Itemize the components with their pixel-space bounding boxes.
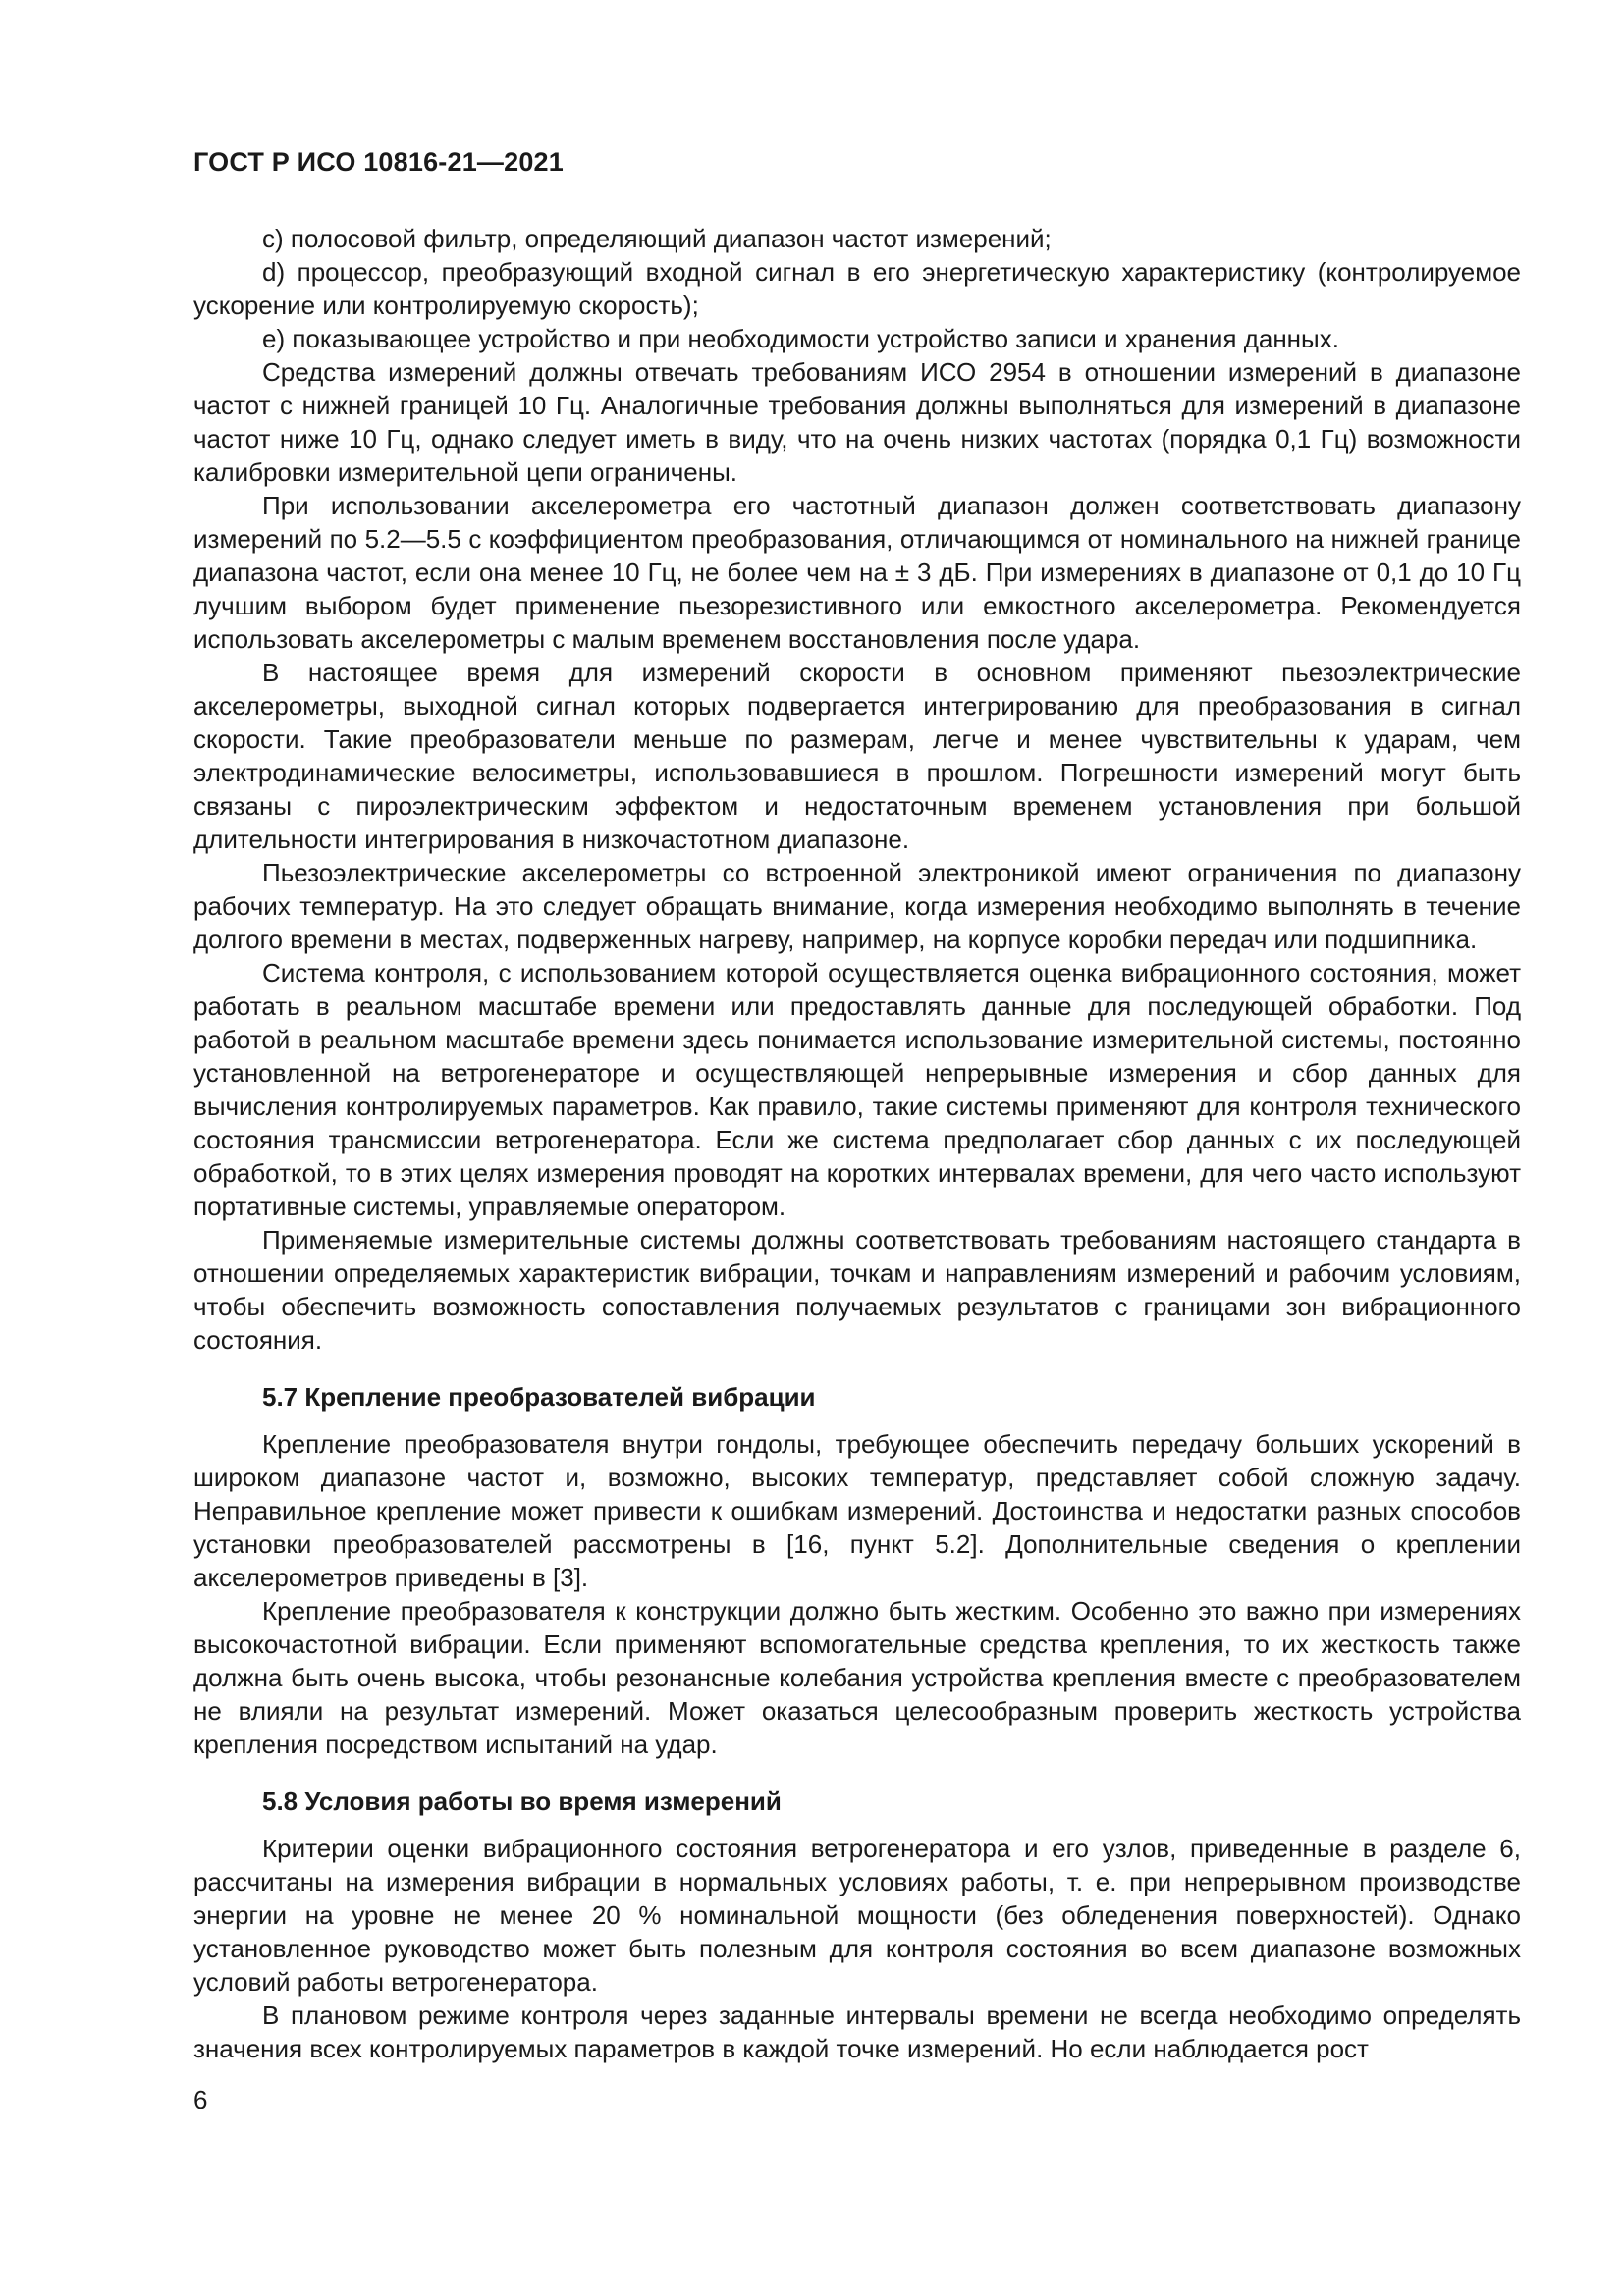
page-number: 6 — [193, 2085, 208, 2114]
paragraph: Средства измерений должны отвечать требованиям ИСО 2954 в отношении измерений в диапазоне частот с нижней границей 10 Гц. Аналогичные требования должны выполняться для измерений в диапазоне частот ниже 10 Гц, однако следует иметь в виду, что на очень низких частотах (порядка 0,1 Гц) возможности калибровки измерительной цепи ограничены. — [193, 357, 1521, 487]
paragraph: Пьезоэлектрические акселерометры со встроенной электроникой имеют ограничения по диапазону рабочих температур. На это следует обращать внимание, когда измерения необходимо выполнять в течение долгого времени в местах, подверженных нагреву, например, на корпусе коробки передач или подшипника. — [193, 858, 1521, 954]
paragraph: В плановом режиме контроля через заданные интервалы времени не всегда необходимо определять значения всех контролируемых параметров в каждой точке измерений. Но если наблюдается рост — [193, 2001, 1521, 2063]
paragraph: Крепление преобразователя внутри гондолы, требующее обеспечить передачу больших ускорений в широком диапазоне частот и, возможно, высоких температур, представляет собой сложную задачу. Неправильное крепление может привести к ошибкам измерений. Достоинства и недостатки разных способов установки преобразователей рассмотрены в [16, пункт 5.2]. Дополнительные сведения о креплении акселерометров приведены в [3]. — [193, 1429, 1521, 1592]
document-body — [193, 222, 1521, 2065]
paragraph: Крепление преобразователя к конструкции должно быть жестким. Особенно это важно при измерениях высокочастотной вибрации. Если применяют вспомогательные средства крепления, то их жесткость также должна быть очень высока, чтобы резонансные колебания устройства крепления вместе с преобразователем не влияли на результат измерений. Может оказаться целесообразным проверить жесткость устройства крепления посредством испытаний на удар. — [193, 1596, 1521, 1759]
list-item-d: d) процессор, преобразующий входной сигнал в его энергетическую характеристику (контролируемое ускорение или контролируемую скорость); — [193, 257, 1521, 320]
list-item-e: e) показывающее устройство и при необходимости устройство записи и хранения данных. — [262, 324, 1339, 353]
paragraph: Применяемые измерительные системы должны соответствовать требованиям настоящего стандарта в отношении определяемых характеристик вибрации, точкам и направлениям измерений и рабочим условиям, чтобы обеспечить возможность сопоставления получаемых результатов с границами зон вибрационного состояния. — [193, 1225, 1521, 1355]
section-heading-5-7: 5.7 Крепление преобразователей вибрации — [262, 1382, 816, 1412]
paragraph: В настоящее время для измерений скорости в основном применяют пьезоэлектрические акселерометры, выходной сигнал которых подвергается интегрированию для преобразования в сигнал скорости. Такие преобразователи меньше по размерам, легче и менее чувствительны к ударам, чем электродинамические велосиметры, использовавшиеся в прошлом. Погрешности измерений могут быть связаны с пироэлектрическим эффектом и недостаточным временем установления при большой длительности интегрирования в низкочастотном диапазоне. — [193, 658, 1521, 854]
paragraph: Система контроля, с использованием которой осуществляется оценка вибрационного состояния, может работать в реальном масштабе времени или предоставлять данные для последующей обработки. Под работой в реальном масштабе времени здесь понимается использование измерительной системы, постоянно установленной на ветрогенераторе и осуществляющей непрерывные измерения и сбор данных для вычисления контролируемых параметров. Как правило, такие системы применяют для контроля технического состояния трансмиссии ветрогенератора. Если же система предполагает сбор данных с их последующей обработкой, то в этих целях измерения проводят на коротких интервалах времени, для чего часто используют портативные системы, управляемые оператором. — [193, 958, 1521, 1221]
paragraph: Критерии оценки вибрационного состояния ветрогенератора и его узлов, приведенные в разделе 6, рассчитаны на измерения вибрации в нормальных условиях работы, т. е. при непрерывном производстве энергии на уровне не менее 20 % номинальной мощности (без обледенения поверхностей). Однако установленное руководство может быть полезным для контроля состояния во всем диапазоне возможных условий работы ветрогенератора. — [193, 1834, 1521, 1997]
section-heading-5-8: 5.8 Условия работы во время измерений — [262, 1787, 782, 1816]
list-item-c: c) полосовой фильтр, определяющий диапазон частот измерений; — [262, 224, 1052, 253]
page-header-standard-code: ГОСТ Р ИСО 10816-21—2021 — [193, 147, 564, 177]
paragraph: При использовании акселерометра его частотный диапазон должен соответствовать диапазону измерений по 5.2—5.5 с коэффициентом преобразования, отличающимся от номинального на нижней границе диапазона частот, если она менее 10 Гц, не более чем на ± 3 дБ. При измерениях в диапазоне от 0,1 до 10 Гц лучшим выбором будет применение пьезорезистивного или емкостного акселерометра. Рекомендуется использовать акселерометры с малым временем восстановления после удара. — [193, 491, 1521, 654]
